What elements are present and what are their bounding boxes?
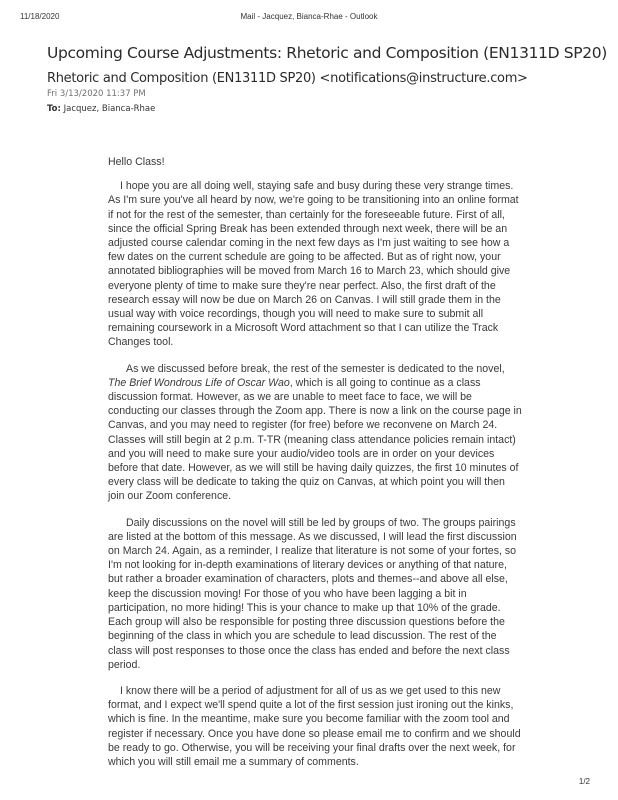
paragraph-2-before: As we discussed before break, the rest of the semester is dedicated to the novel, bbox=[126, 362, 505, 375]
print-title: Mail - Jacquez, Bianca-Rhae - Outlook bbox=[240, 12, 378, 21]
book-title: The Brief Wondrous Life of Oscar Wao bbox=[108, 376, 290, 389]
paragraph-2 bbox=[108, 362, 523, 504]
print-date: 11/18/2020 bbox=[20, 12, 60, 21]
email-recipients bbox=[47, 104, 155, 114]
email-sender: Rhetoric and Composition (EN1311D SP20) <notifications@instructure.com> bbox=[47, 71, 528, 86]
email-subject: Upcoming Course Adjustments: Rhetoric and Composition (EN1311D SP20) bbox=[47, 44, 607, 62]
greeting: Hello Class! bbox=[108, 156, 165, 168]
paragraph-4: I know there will be a period of adjustment for all of us as we get used to this new format, and I expect we'll spend quite a lot of the first session just ironing out the kinks, which is fine. In the meantime, make sure you become familiar with the zoom tool and register if necessary. Once you have done so please email me to confirm and we should be ready to go. Otherwise, you will be receiving your final drafts over the next week, for which you will still email me a summary of comments. bbox=[108, 684, 521, 768]
paragraph-1: I hope you are all doing well, staying safe and busy during these very strange times. As I'm sure you've all heard by now, we're going to be transitioning into an online format if not for the rest of the semester, than certainly for the foreseeable future. First of all, since the official Spring Break has been extended through next week, there will be an adjusted course calendar coming in the next few days as I'm just waiting to see how a few dates on the current schedule are going to be affected. But as of right now, your annotated bibliographies will be moved from March 16 to March 23, which should give everyone plenty of time to make sure they're near perfect. Also, the first draft of the research essay will now be due on March 26 on Canvas. I will still grade them in the usual way with voice recordings, though you will need to make sure to submit all remaining coursework in a Microsoft Word attachment so that I can utilize the Track Changes tool. bbox=[108, 180, 519, 349]
paragraph-2-after: , which is all going to continue as a class discussion format. However, as we are unable to meet face to face, we will be conducting our classes through the Zoom app. There is now a link on the course page in Canvas, and you may need to register (for free) before we reconvene on March 24. Classes will still begin at 2 p.m. T-TR (meaning class attendance policies remain intact) and you will need to make sure your audio/video tools are in order on your devices before that date. However, as we will still be having daily quizzes, the first 10 minutes of every class will be dedicate to taking the quiz on Canvas, at which point you will then join our Zoom conference. bbox=[108, 376, 522, 503]
paragraph-3: Daily discussions on the novel will still be led by groups of two. The groups pairings are listed at the bottom of this message. As we discussed, I will lead the first discussion on March 24. Again, as a reminder, I realize that literature is not some of your fortes, so I'm not looking for in-depth examinations of literary devices or anything of that nature, but rather a broader examination of characters, plots and themes--and above all else, keep the discussion moving! For those of you who have been lagging a bit in participation, no more hiding! This is your chance to make up that 10% of the grade. Each group will also be responsible for posting three discussion questions before the beginning of the class in which you are schedule to lead discussion. The rest of the class will post responses to those once the class has ended and before the next class period. bbox=[108, 516, 517, 671]
email-body bbox=[108, 155, 523, 781]
email-date: Fri 3/13/2020 11:37 PM bbox=[47, 89, 146, 99]
page-number: 1/2 bbox=[578, 777, 590, 786]
to-value: Jacquez, Bianca-Rhae bbox=[63, 104, 156, 114]
to-label: To: bbox=[47, 104, 61, 114]
